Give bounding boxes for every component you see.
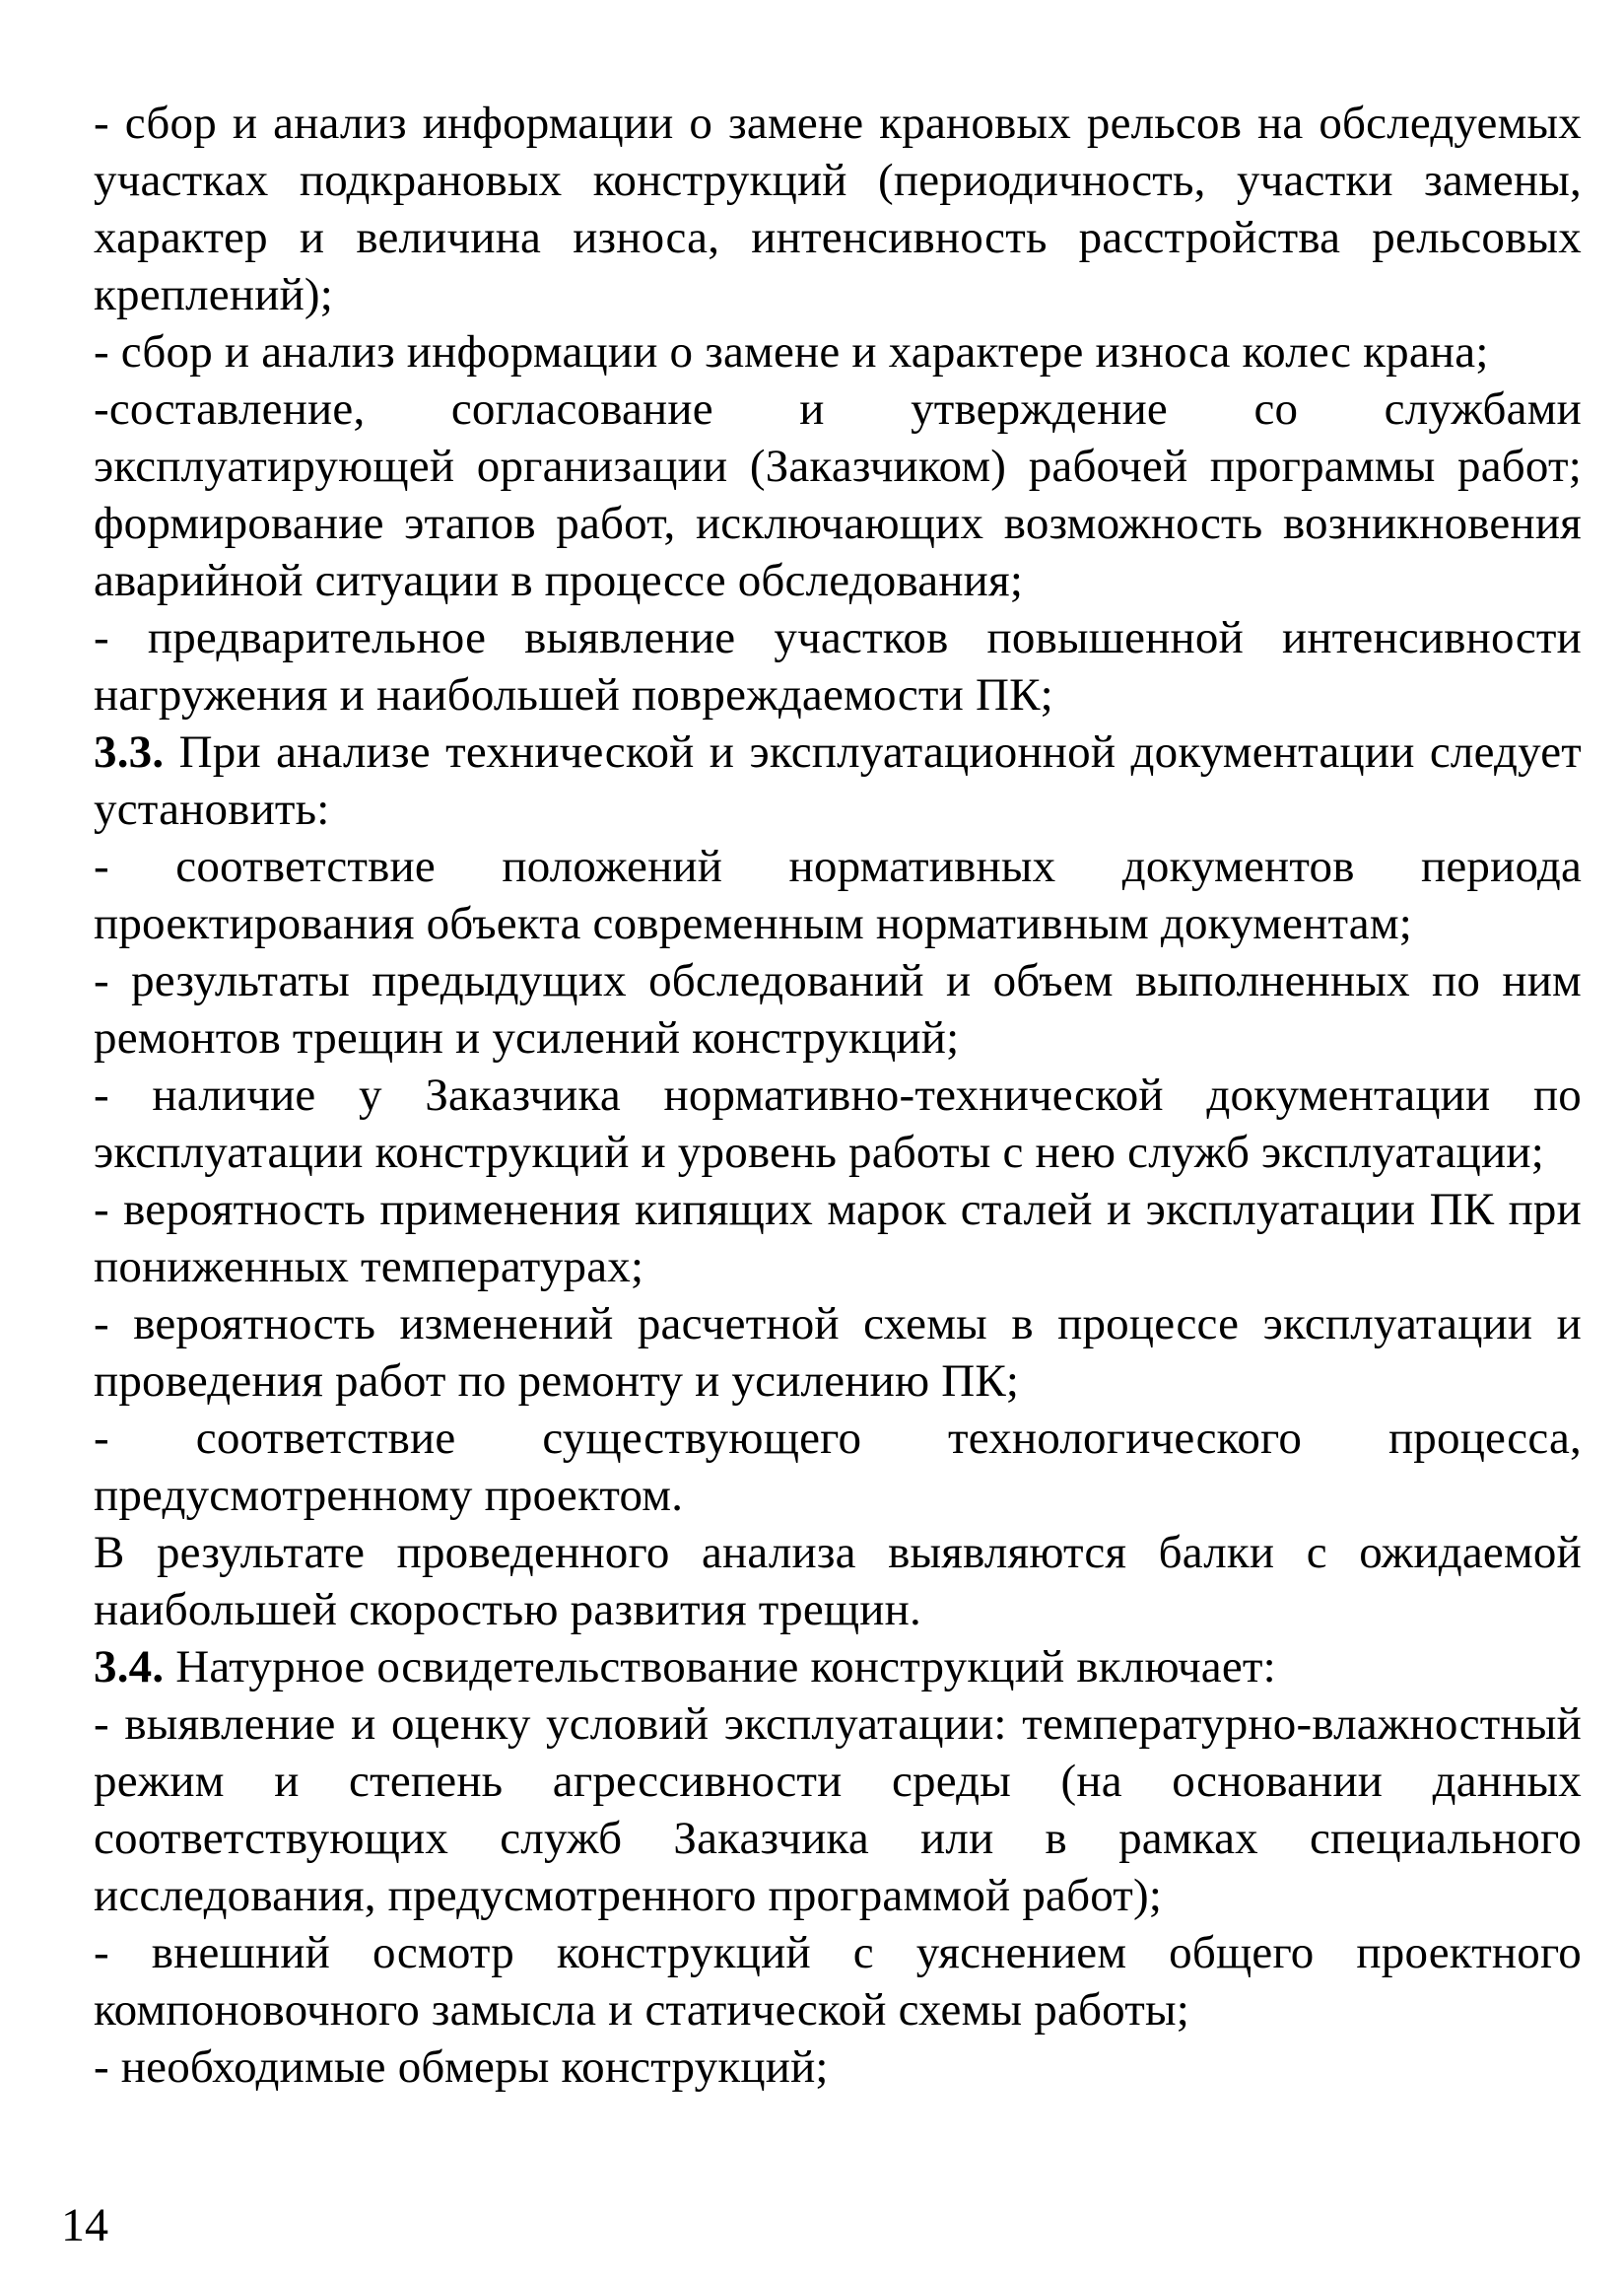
section-text: При анализе технической и эксплуатационной документации следует установить:	[94, 726, 1582, 835]
paragraph-design-scheme-changes: - вероятность изменений расчетной схемы в процессе эксплуатации и проведения работ по ремонту и усилению ПК;	[94, 1298, 1582, 1407]
paragraph-customer-documentation: - наличие у Заказчика нормативно-технической документации по эксплуатации конструкций и уровень работы с нею служб эксплуатации;	[94, 1070, 1582, 1178]
page-number: 14	[61, 2199, 108, 2251]
paragraph-analysis-result: В результате проведенного анализа выявляются балки с ожидаемой наибольшей скоростью развития трещин.	[94, 1527, 1582, 1635]
document-body	[94, 95, 1582, 2096]
paragraph-previous-surveys: - результаты предыдущих обследований и объем выполненных по ним ремонтов трещин и усилений конструкций;	[94, 955, 1582, 1064]
paragraph-operating-conditions: - выявление и оценку условий эксплуатации: температурно-влажностный режим и степень агрессивности среды (на основании данных соответствующих служб Заказчика или в рамках специального исследования, предусмотренного программой работ);	[94, 1698, 1582, 1921]
paragraph-visual-inspection: - внешний осмотр конструкций с уяснением общего проектного компоновочного замысла и статической схемы работы;	[94, 1927, 1582, 2036]
paragraph-wheel-wear: - сбор и анализ информации о замене и характере износа колес крана;	[94, 326, 1489, 378]
section-text: Натурное освидетельствование конструкций включает:	[164, 1641, 1276, 1692]
section-number: 3.3.	[94, 726, 165, 778]
paragraph-rimmed-steel: - вероятность применения кипящих марок сталей и эксплуатации ПК при пониженных температурах;	[94, 1184, 1582, 1292]
paragraph-measurements: - необходимые обмеры конструкций;	[94, 2041, 829, 2093]
paragraph-rail-replacement: - сбор и анализ информации о замене крановых рельсов на обследуемых участках подкрановых конструкций (периодичность, участки замены, характер и величина износа, интенсивность расстройства рельсовых креплений);	[94, 98, 1582, 320]
paragraph-preliminary-detection: - предварительное выявление участков повышенной интенсивности нагружения и наибольшей повреждаемости ПК;	[94, 612, 1582, 721]
paragraph-process-compliance: - соответствие существующего технологического процесса, предусмотренному проектом.	[94, 1413, 1582, 1521]
paragraph-work-program: -составление, согласование и утверждение со службами эксплуатирующей организации (Заказчиком) рабочей программы работ; формирование этапов работ, исключающих возможность возникновения аварийной ситуации в процессе обследования;	[94, 383, 1582, 606]
paragraph-section-3-4	[94, 1638, 1582, 1695]
paragraph-section-3-3	[94, 724, 1582, 838]
paragraph-normative-compliance: - соответствие положений нормативных документов периода проектирования объекта современным нормативным документам;	[94, 841, 1582, 949]
section-number: 3.4.	[94, 1641, 165, 1692]
